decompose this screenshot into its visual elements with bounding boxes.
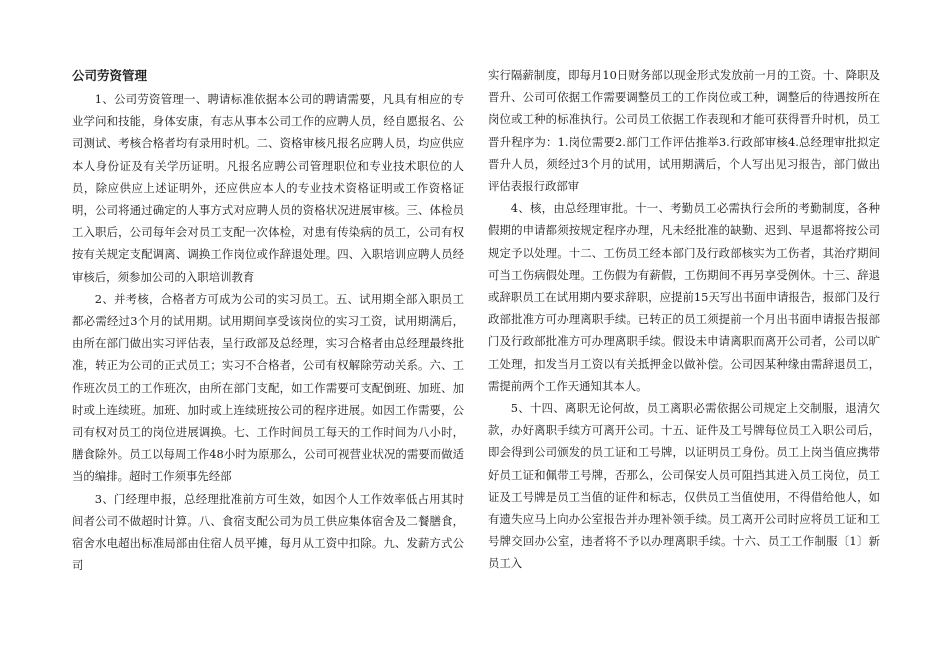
paragraph-3: 3、门经理申报，总经理批准前方可生效，如因个人工作效率低占用其时间者公司不做超时计算。八、食宿支配公司为员工供应集体宿舍及二餐膳食，宿舍水电超出标准局部由住宿人员平摊，每月从工资中扣除。九、发薪方式公司: [72, 491, 464, 573]
paragraph-3-continued: 实行隔薪制度，即每月10日财务部以现金形式发放前一月的工资。十、降职及晋升、公司可依据工作需要调整员工的工作岗位或工种，调整后的待遇按所在岗位或工种的标准执行。公司员工依据工作表现和才能可获得晋升时机，员工晋升程序为：1.岗位需要2.部门工作评估推举3.行政部审核4.总经理审批拟定晋升人员，须经过3个月的试用，试用期满后，个人写出见习报告，部门做出评估表报行政部审: [488, 68, 880, 194]
left-column: [72, 66, 464, 576]
paragraph-1: 1、公司劳资管理一、聘请标准依据本公司的聘请需要，凡具有相应的专业学问和技能，身体安康，有志从事本公司工作的应聘人员，经自愿报名、公司测试、考核合格者均有录用时机。二、资格审核凡报名应聘人员，均应供应本人身份证及有关学历证明。凡报名应聘公司管理职位和专业技术职位的人员，除应供应上述证明外，还应供应本人的专业技术资格证明或工作资格证明，公司将通过确定的人事方式对应聘人员的资格状况进展审核。三、体检员工入职后，公司每年会对员工支配一次体检，对患有传染病的员工，公司有权按有关规定支配调离、调换工作岗位或作辞退处理。四、入职培训应聘人员经审核后，须参加公司的入职培训教育: [72, 92, 464, 284]
document-title: 公司劳资管理: [72, 68, 148, 83]
paragraph-4: 4、核，由总经理审批。十一、考勤员工必需执行会所的考勤制度，各种假期的申请都须按规定程序办理，凡未经批准的缺勤、迟到、早退都将按公司规定予以处理。十二、工伤员工经本部门及行政部核实为工伤者，其治疗期间可当工伤病假处理。工伤假为有薪假，工伤期间不再另享受例休。十三、辞退或辞职员工在试用期内要求辞职，应提前15天写出书面申请报告，报部门及行政部批准方可办理离职手续。已转正的员工须提前一个月出书面申请报告报部门及行政部批准方可办理离职手续。假设未申请离职而离开公司者，公司以旷工处理，扣发当月工资以有关抵押金以做补偿。公司因某种缘由需辞退员工，需提前两个工作天通知其本人。: [488, 201, 880, 393]
paragraph-2: 2、并考核，合格者方可成为公司的实习员工。五、试用期全部入职员工都必需经过3个月的试用期。试用期间享受该岗位的实习工资，试用期满后，由所在部门做出实习评估表，呈行政部及总经理，实习合格者由总经理最终批准，转正为公司的正式员工；实习不合格者，公司有权解除劳动关系。六、工作班次员工的工作班次，由所在部门支配，如工作需要可支配倒班、加班、加时或上连续班。加班、加时或上连续班按公司的程序进展。如因工作需要，公司有权对员工的岗位进展调换。七、工作时间员工每天的工作时间为八小时，膳食除外。员工以每周工作48小时为原那么，公司可视营业状况的需要而做适当的编排。超时工作须事先经部: [72, 291, 464, 484]
right-column: [488, 64, 880, 575]
paragraph-5: 5、十四、离职无论何故，员工离职必需依据公司规定上交制服，退清欠款，办好离职手续方可离开公司。十五、证件及工号牌每位员工入职公司后，即会得到公司颁发的员工证和工号牌，以证明员工身份。员工上岗当值应携带好员工证和佩带工号牌，否那么，公司保安人员可阻挡其进入员工岗位，员工证及工号牌是员工当值的证件和标志，仅供员工当值使用，不得借给他人，如有遗失应马上向办公室报告并办理补领手续。员工离开公司时应将员工证和工号牌交回办公室，违者将不予以办理离职手续。十六、员工工作制服〔1〕新员工入: [488, 401, 880, 571]
